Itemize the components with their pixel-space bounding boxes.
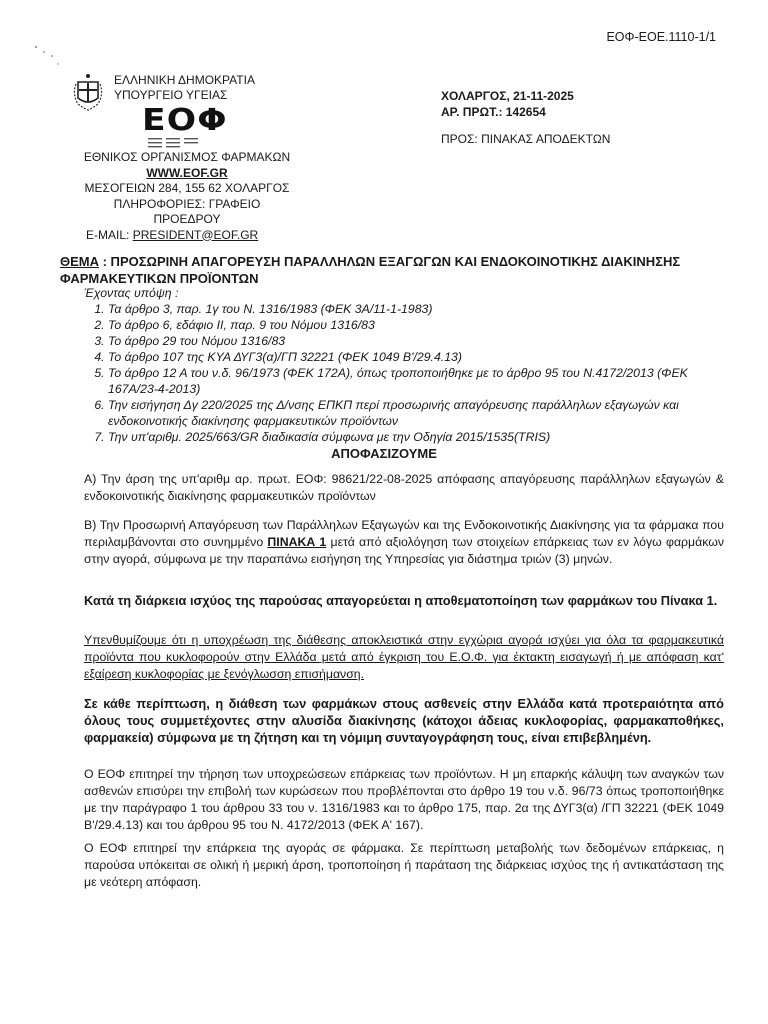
- greek-coat-of-arms-icon: [70, 68, 106, 112]
- subject-label: ΘΕΜΑ: [60, 254, 99, 269]
- protocol-line: [441, 104, 574, 120]
- list-item: 5. Το άρθρο 12 Α του ν.δ. 96/1973 (ΦΕΚ 172Α), όπως τροποποιήθηκε με το άρθρο 95 του Ν.4172/2013 (ΦΕΚ 167Α/23-4-2013): [108, 365, 724, 397]
- address: ΜΕΣΟΓΕΙΩΝ 284, 155 62 ΧΟΛΑΡΓΟΣ: [84, 181, 290, 195]
- considering-heading: Έχοντας υπόψη :: [84, 286, 179, 300]
- eof-logo: [142, 103, 232, 154]
- stockpiling-ban-paragraph: Κατά τη διάρκεια ισχύος της παρούσας απαγορεύεται η αποθεματοποίηση των φαρμάκων του Πίνακα 1.: [84, 593, 718, 608]
- subject-text: : ΠΡΟΣΩΡΙΝΗ ΑΠΑΓΟΡΕΥΣΗ ΠΑΡΑΛΛΗΛΩΝ ΕΞΑΓΩΓΩΝ ΚΑΙ ΕΝΔΟΚΟΙΝΟΤΙΚΗΣ ΔΙΑΚΙΝΗΣΗΣ ΦΑΡΜΑΚΕΥΤΙΚΩΝ ΠΡΟΪΟΝΤΩΝ: [60, 254, 681, 286]
- issuer-heading: [114, 73, 255, 103]
- list-item: 6. Την εισήγηση Δγ 220/2025 της Δ/νσης ΕΠΚΠ περί προσωρινής απαγόρευσης παράλληλων εξαγωγών και ενδοκοινοτικής διακίνησης φαρμακευτικών προϊόντων: [108, 397, 724, 429]
- list-item: 7. Την υπ'αριθμ. 2025/663/GR διαδικασία σύμφωνα με την Οδηγία 2015/1535(TRIS): [108, 429, 724, 445]
- protocol-label: ΑΡ. ΠΡΩΤ.:: [441, 105, 506, 119]
- document-reference: ΕΟΦ-ΕΟΕ.1110-1/1: [606, 30, 716, 44]
- info-line: ΠΛΗΡΟΦΟΡΙΕΣ: ΓΡΑΦΕΙΟ ΠΡΟΕΔΡΟΥ: [113, 196, 261, 226]
- list-item: 4. Το άρθρο 107 της ΚΥΑ ΔΥΓ3(α)/ΓΠ 32221 (ΦΕΚ 1049 Β'/29.4.13): [108, 349, 724, 365]
- paragraph-b-end: μετά από αξιολόγηση των στοιχείων επάρκειας των εν λόγω φαρμάκων στην αγορά, σύμφωνα με την παραπάνω εισήγηση της Υπηρεσίας για διάστημα τριών (3) μηνών.: [84, 535, 724, 566]
- organisation-name: ΕΘΝΙΚΟΣ ΟΡΓΑΝΙΣΜΟΣ ΦΑΡΜΑΚΩΝ: [83, 150, 291, 164]
- email-label: E-MAIL:: [86, 227, 133, 242]
- date-block: [441, 88, 574, 120]
- republic-label: ΕΛΛΗΝΙΚΗ ΔΗΜΟΚΡΑΤΙΑ: [114, 73, 255, 87]
- considering-section: [84, 285, 724, 445]
- paragraph-b-start: Β) Την Προσωρινή Απαγόρευση των Παράλληλων Εξαγωγών και της Ενδοκοινοτικής Διακίνησης για τα φάρμακα που περιλαμβάνονται στο συνημμένο: [84, 518, 724, 549]
- issuer-contact-block: [82, 150, 292, 243]
- paragraph-a: Α) Την άρση της υπ'αριθμ αρ. πρωτ. ΕΟΦ: 98621/22-08-2025 απόφασης απαγόρευσης παράλληλων εξαγωγών & ενδοκοινοτικής διακίνησης φαρμακευτικών προϊόντων: [84, 472, 724, 503]
- list-item: 1. Τα άρθρο 3, παρ. 1γ του Ν. 1316/1983 (ΦΕΚ 3Α/11-1-1983): [108, 301, 724, 317]
- list-item: 3. Το άρθρο 29 του Νόμου 1316/83: [108, 333, 724, 349]
- protocol-number: 142654: [505, 105, 546, 119]
- decision-heading: ΑΠΟΦΑΣΙΖΟΥΜΕ: [331, 446, 437, 461]
- place-date: ΧΟΛΑΡΓΟΣ, 21-11-2025: [441, 89, 574, 103]
- email-link[interactable]: PRESIDENT@EOF.GR: [132, 227, 259, 242]
- list-item: 2. Το άρθρο 6, εδάφιο ΙΙ, παρ. 9 του Νόμου 1316/83: [108, 317, 724, 333]
- subject: [60, 253, 720, 287]
- recipients-line: ΠΡΟΣ: ΠΙΝΑΚΑΣ ΑΠΟΔΕΚΤΩΝ: [441, 132, 611, 146]
- email-line: [82, 228, 292, 244]
- table-reference: ΠΙΝΑΚΑ 1: [267, 535, 327, 549]
- eof-logo-text: ΕΟΦ: [142, 103, 228, 138]
- adequacy-paragraph: Ο ΕΟΦ επιτηρεί την επάρκεια της αγοράς σε φάρμακα. Σε περίπτωση μεταβολής των δεδομένων επάρκειας, η παρούσα υπόκειται σε ολική ή μερική άρση, τροποποίηση ή παράταση της διάρκειας ισχύος της ή αντικατάσταση της με νεότερη απόφαση.: [84, 841, 724, 889]
- reminder-paragraph: Υπενθυμίζουμε ότι η υποχρέωση της διάθεσης αποκλειστικά στην εγχώρια αγορά ισχύει για όλα τα φαρμακευτικά προϊόντα που κυκλοφορούν στην Ελλάδα μετά από έγκριση του Ε.Ο.Φ. για έκτακτη εισαγωγή ή με απόφαση κατ' εξαίρεση κυκλοφορίας με ξενόγλωσση επισήμανση.: [84, 633, 724, 681]
- monitoring-paragraph: Ο ΕΟΦ επιτηρεί την τήρηση των υποχρεώσεων επάρκειας των προϊόντων. Η μη επαρκής κάλυψη των αναγκών των ασθενών επισύρει την επιβολή των κυρώσεων που προβλέπονται στο άρθρο 19 του ν.δ. 96/73 όπως τροποποιήθηκε με την παράγραφο 1 του άρθρου 33 του ν. 1316/1983 και το άρθρο 175, παρ. 2α της ΔΥΓ3(α) /ΓΠ 32221 (ΦΕΚ 1049 Β'/29.4.13) και του άρθρου 95 του Ν. 4172/2013 (ΦΕΚ Α' 167).: [84, 767, 724, 832]
- scan-artifact-icon: [32, 44, 62, 74]
- eof-logo-subtext-icon: [148, 136, 208, 150]
- priority-paragraph: Σε κάθε περίπτωση, η διάθεση των φαρμάκων στους ασθενείς στην Ελλάδα κατά προτεραιότητα από όλους τους συμμετέχοντες στην αλυσίδα διακίνησης (κάτοχοι άδειας κυκλοφορίας, φαρμακαποθήκες, φαρμακεία) σύμφωνα με τη ζήτηση και τη νόμιμη συνταγογράφηση τους, είναι επιβεβλημένη.: [84, 696, 724, 745]
- paragraph-b: [84, 517, 724, 568]
- ministry-label: ΥΠΟΥΡΓΕΙΟ ΥΓΕΙΑΣ: [114, 88, 228, 102]
- considering-list: [84, 301, 724, 445]
- website-link[interactable]: WWW.EOF.GR: [146, 165, 228, 180]
